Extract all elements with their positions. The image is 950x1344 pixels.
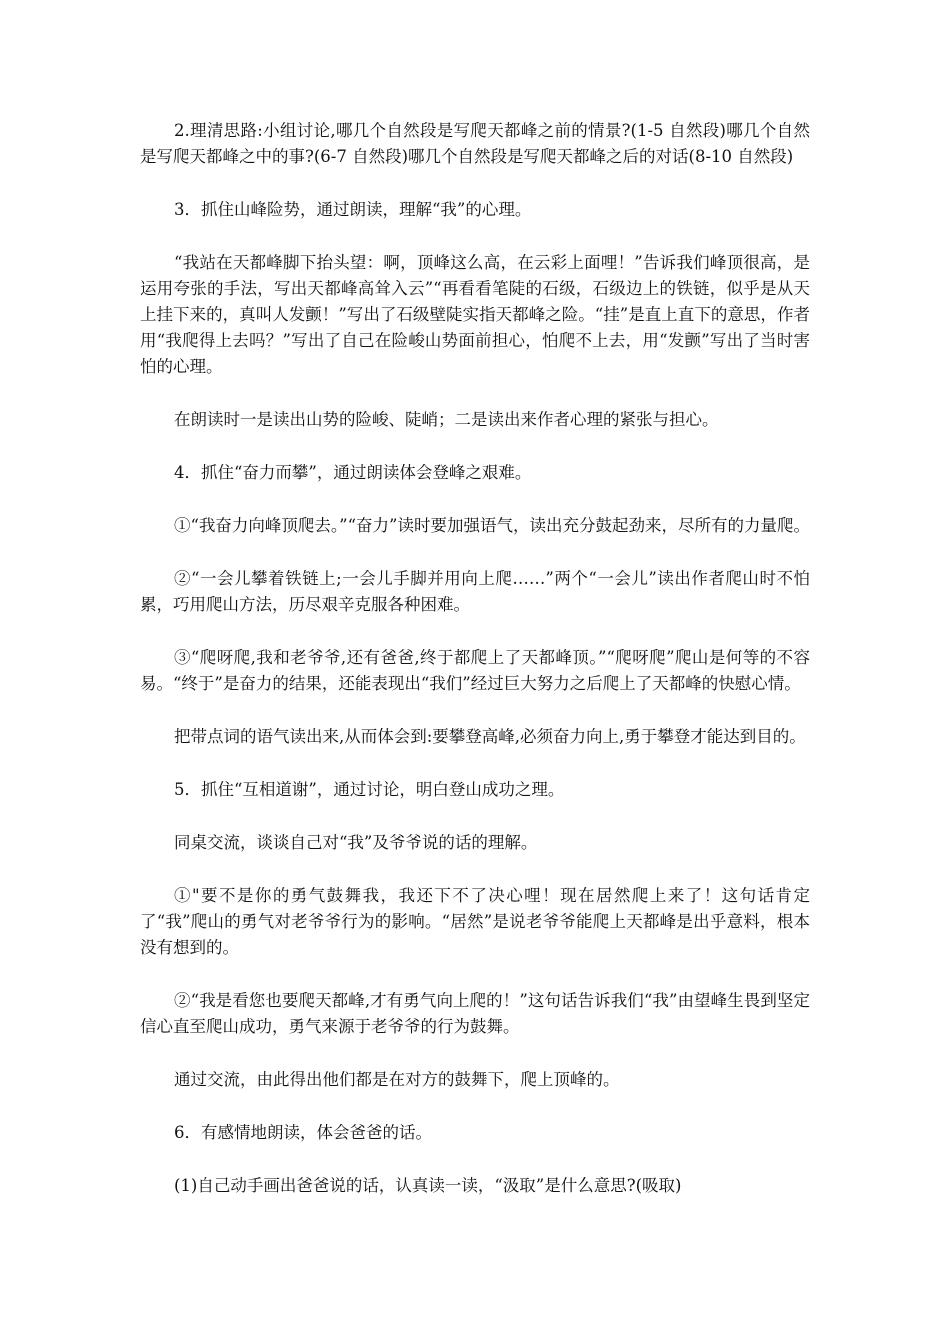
paragraph-quote-2: ②“我是看您也要爬天都峰,才有勇气向上爬的！”这句话告诉我们“我”由望峰生畏到坚定信心直至爬山成功，勇气来源于老爷爷的行为鼓舞。	[140, 991, 810, 1036]
paragraph-step-3: 3．抓住山峰险势，通过朗读，理解“我”的心理。	[174, 200, 532, 219]
paragraph-step-4: 4．抓住“奋力而攀”，通过朗读体会登峰之艰难。	[174, 463, 532, 482]
paragraph-summary: 把带点词的语气读出来,从而体会到:要攀登高峰,必须奋力向上,勇于攀登才能达到目的。	[174, 727, 806, 746]
paragraph-quote-1: ①"要不是你的勇气鼓舞我，我还下不了决心哩！现在居然爬上来了！这句话肯定了“我”爬山的勇气对老爷爷行为的影响。“居然”是说老爷爷能爬上天都峰是出乎意料，根本没有想到的。	[140, 886, 810, 957]
paragraph-step-2: 2.理清思路:小组讨论,哪几个自然段是写爬天都峰之前的情景?(1-5 自然段)哪几个自然是写爬天都峰之中的事?(6-7 自然段)哪几个自然段是写爬天都峰之后的对话(8-10 自然段)	[140, 121, 810, 166]
paragraph-point-2: ②“一会儿攀着铁链上;一会儿手脚并用向上爬……”两个“一会儿”读出作者爬山时不怕累，巧用爬山方法，历尽艰辛克服各种困难。	[140, 569, 810, 614]
paragraph-desk-exchange: 同桌交流，谈谈自己对“我”及爷爷说的话的理解。	[174, 833, 538, 852]
paragraph-point-1: ①“我奋力向峰顶爬去。”“奋力”读时要加强语气，读出充分鼓起劲来，尽所有的力量爬。	[174, 516, 810, 535]
paragraph-step-5: 5．抓住“互相道谢”，通过讨论，明白登山成功之理。	[174, 780, 565, 799]
paragraph-step-6: 6．有感情地朗读，体会爸爸的话。	[174, 1123, 432, 1142]
paragraph-point-3: ③“爬呀爬,我和老爷爷,还有爸爸,终于都爬上了天都峰顶。”“爬呀爬”爬山是何等的不容易。“终于”是奋力的结果，还能表现出“我们”经过巨大努力之后爬上了天都峰的快慰心情。	[140, 648, 810, 693]
paragraph-reading-tip: 在朗读时一是读出山势的险峻、陡峭；二是读出来作者心理的紧张与担心。	[174, 410, 719, 429]
paragraph-sub-1: (1)自己动手画出爸爸说的话，认真读一读，“汲取”是什么意思?(吸取)	[174, 1176, 682, 1195]
paragraph-mountain-analysis: “我站在天都峰脚下抬头望：啊，顶峰这么高，在云彩上面哩！”告诉我们峰顶很高，是运用夸张的手法，写出天都峰高耸入云”“再看看笔陡的石级，石级边上的铁链，似乎是从天上挂下来的，真叫人发颤！”写出了石级壁陡实指天都峰之险。“挂”是直上直下的意思，作者用“我爬得上去吗？”写出了自己在险峻山势面前担心，怕爬不上去，用“发颤”写出了当时害怕的心理。	[140, 253, 810, 376]
paragraph-conclusion: 通过交流，由此得出他们都是在对方的鼓舞下，爬上顶峰的。	[174, 1070, 620, 1089]
